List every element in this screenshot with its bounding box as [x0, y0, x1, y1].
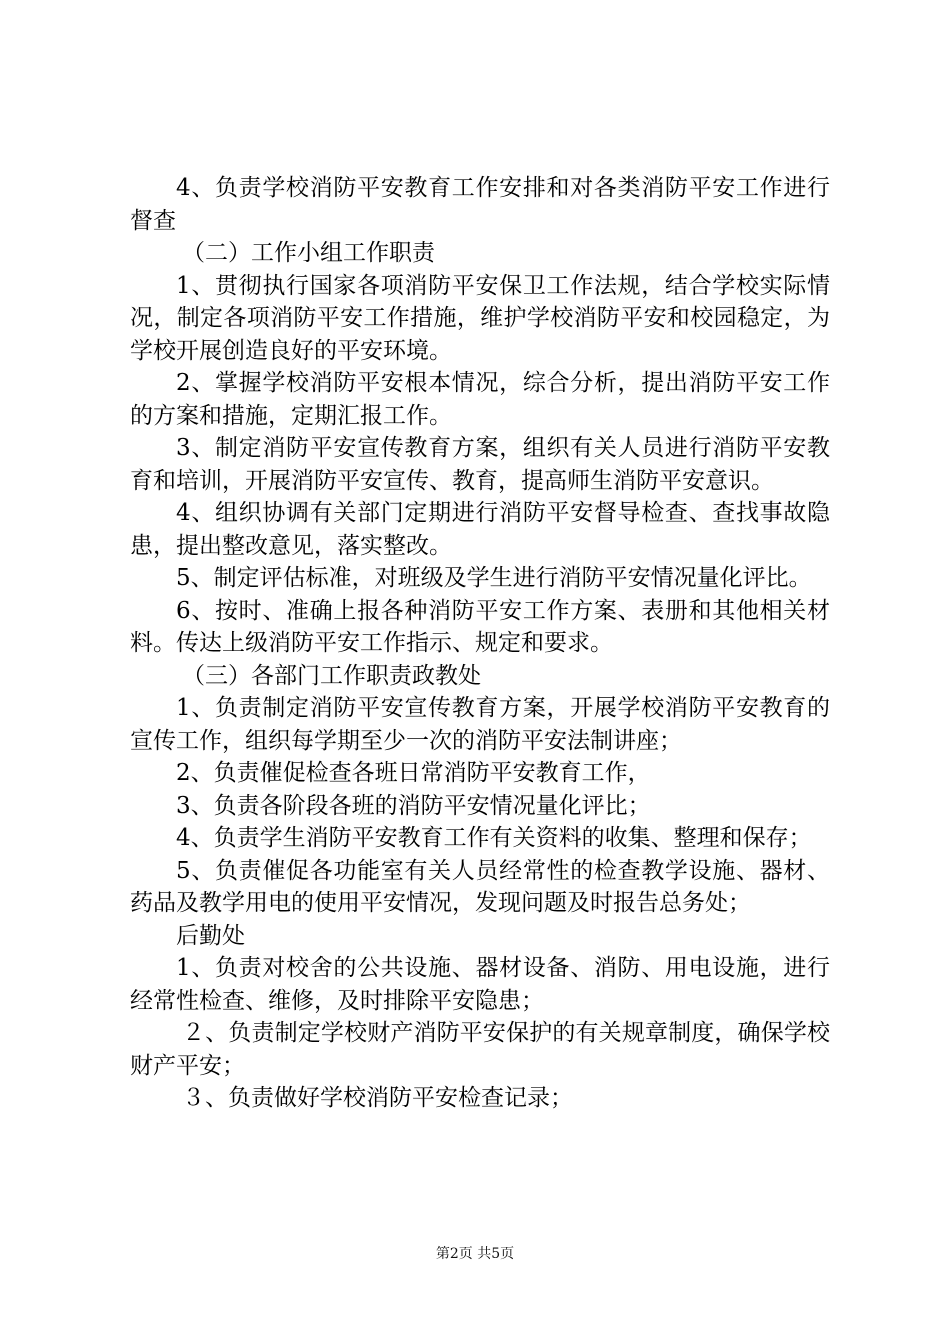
page-number-footer: 第2页 共5页 [435, 1246, 515, 1262]
section-heading-working-group: （二）工作小组工作职责 [182, 240, 435, 266]
paragraph-political-duty-4: 4、负责学生消防平安教育工作有关资料的收集、整理和保存； [176, 825, 812, 851]
section-heading-logistics: 后勤处 [176, 922, 245, 949]
paragraph-group-duty-3: 3、制定消防平安宣传教育方案，组织有关人员进行消防平安教育和培训，开展消防平安宣传、教育，提高师生消防平安意识。 [130, 435, 830, 494]
paragraph-group-duty-2: 2、掌握学校消防平安根本情况，综合分析，提出消防平安工作的方案和措施，定期汇报工作。 [130, 370, 830, 429]
paragraph-political-duty-3: 3、负责各阶段各班的消防平安情况量化评比； [176, 792, 651, 819]
paragraph-group-duty-1: 1、贯彻执行国家各项消防平安保卫工作法规，结合学校实际情况，制定各项消防平安工作措施，维护学校消防平安和校园稳定，为学校开展创造良好的平安环境。 [130, 272, 830, 364]
paragraph-logistics-duty-1: 1、负责对校舍的公共设施、器材设备、消防、用电设施，进行经常性检查、维修，及时排除平安隐患； [130, 955, 830, 1014]
paragraph-logistics-duty-2: ２、负责制定学校财产消防平安保护的有关规章制度，确保学校财产平安； [130, 1020, 830, 1079]
section-heading-departments: （三）各部门工作职责政教处 [182, 662, 481, 689]
paragraph-group-duty-6: 6、按时、准确上报各种消防平安工作方案、表册和其他相关材料。传达上级消防平安工作指示、规定和要求。 [130, 597, 830, 656]
paragraph-logistics-duty-3: ３、负责做好学校消防平安检查记录； [182, 1085, 573, 1111]
document-body [130, 172, 830, 1115]
paragraph-group-duty-4: 4、组织协调有关部门定期进行消防平安督导检查、查找事故隐患，提出整改意见，落实整改。 [130, 500, 830, 559]
paragraph-group-duty-5: 5、制定评估标准，对班级及学生进行消防平安情况量化评比。 [176, 565, 812, 591]
paragraph-duty-4-oversight: 4、负责学校消防平安教育工作安排和对各类消防平安工作进行督查 [130, 175, 830, 234]
paragraph-political-duty-1: 1、负责制定消防平安宣传教育方案，开展学校消防平安教育的宣传工作，组织每学期至少一次的消防平安法制讲座； [130, 695, 830, 754]
paragraph-political-duty-2: 2、负责催促检查各班日常消防平安教育工作， [176, 760, 651, 786]
paragraph-political-duty-5: 5、负责催促各功能室有关人员经常性的检查教学设施、器材、药品及教学用电的使用平安情况，发现问题及时报告总务处； [130, 857, 830, 916]
